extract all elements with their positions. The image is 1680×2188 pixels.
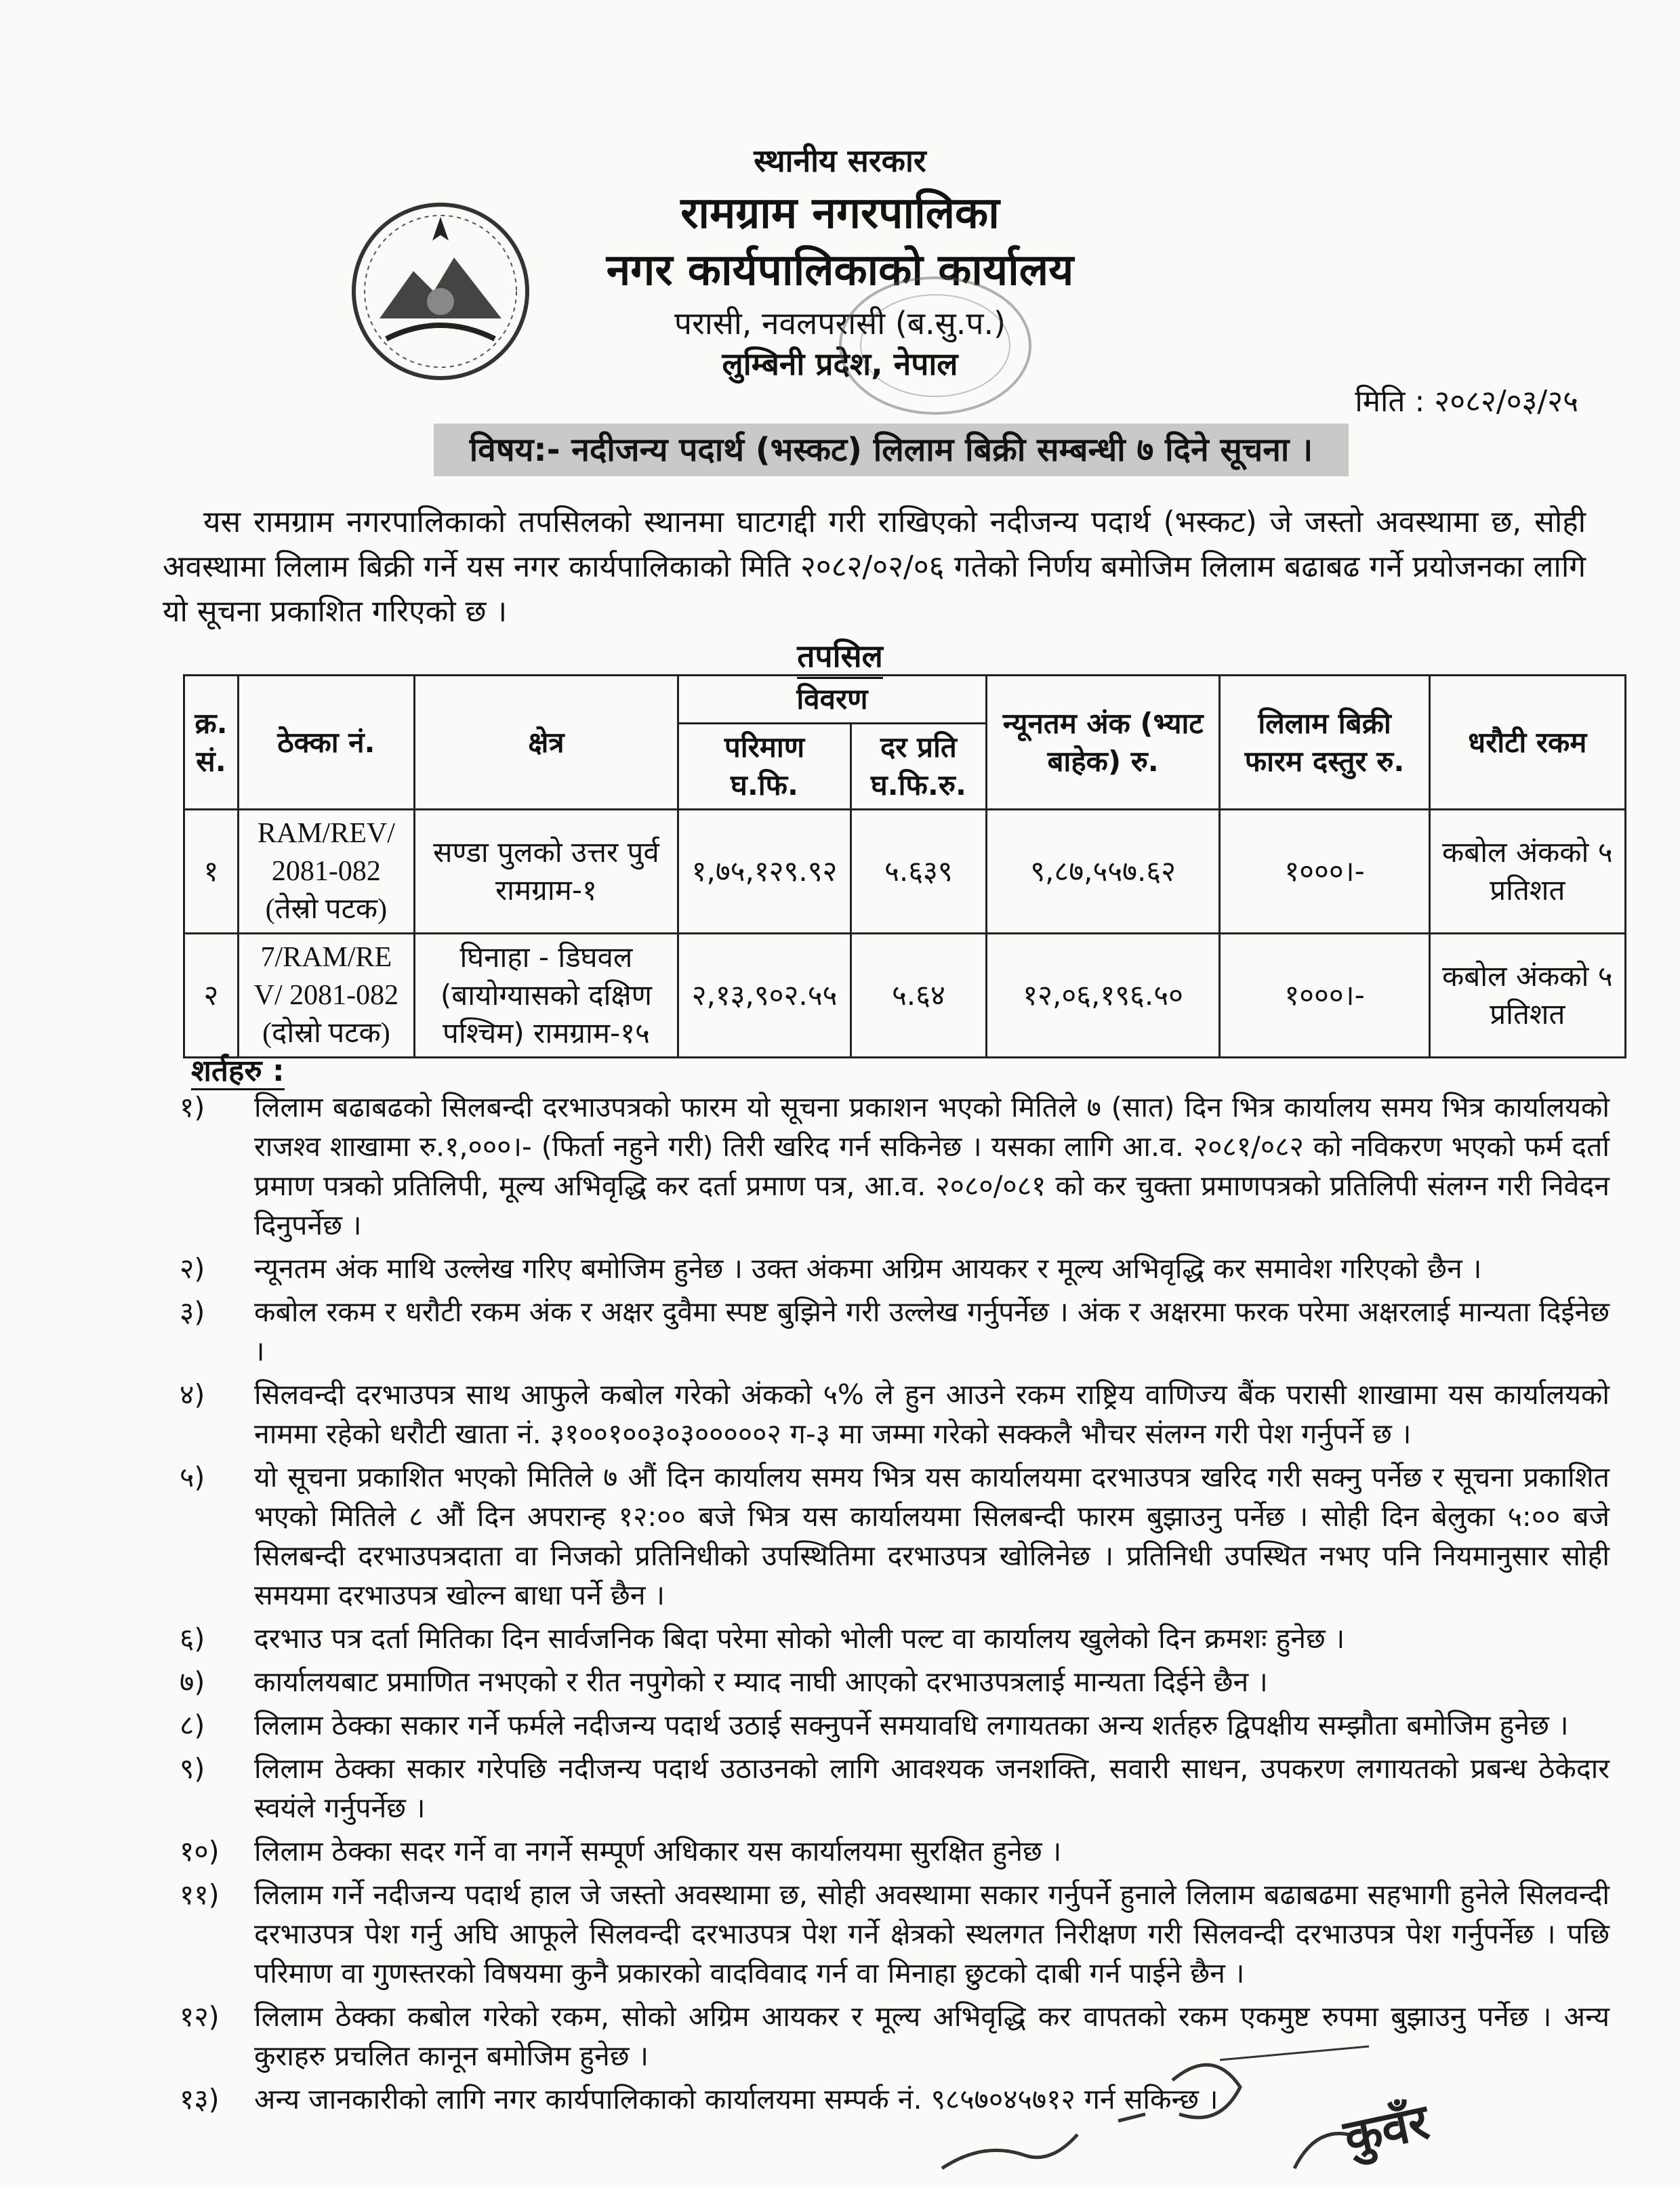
header-rate: दर प्रति घ.फि.रु. bbox=[851, 724, 986, 810]
term-number: ४) bbox=[180, 1378, 205, 1411]
list-item bbox=[180, 1375, 1610, 1453]
list-item bbox=[180, 1662, 1610, 1701]
header-sn: क्र. सं. bbox=[184, 676, 239, 810]
cell-contract-no: RAM/REV/ 2081-082 (तेस्रो पटक) bbox=[238, 810, 414, 934]
term-number: ६) bbox=[180, 1622, 205, 1655]
cell-deposit: कबोल अंकको ५ प्रतिशत bbox=[1429, 934, 1625, 1058]
header-details: विवरण bbox=[678, 676, 987, 724]
schedule-title: तपसिल bbox=[0, 634, 1680, 676]
terms-list bbox=[180, 1088, 1610, 2123]
notice-subject: विषय:- नदीजन्य पदार्थ (भस्कट) लिलाम बिक्री सम्बन्धी ७ दिने सूचना । bbox=[434, 424, 1349, 476]
term-text: दरभाउ पत्र दर्ता मितिका दिन सार्वजनिक बिदा परेमा सोको भोली पल्ट वा कार्यालय खुलेको दिन क्रमशः हुनेछ । bbox=[254, 1622, 1345, 1655]
header-municipality-name: रामग्राम नगरपालिका bbox=[680, 188, 1000, 239]
header-local-government: स्थानीय सरकार bbox=[754, 142, 926, 179]
header-area: क्षेत्र bbox=[414, 676, 678, 810]
term-text: सिलवन्दी दरभाउपत्र साथ आफुले कबोल गरेको अंकको ५% ले हुन आउने रकम राष्ट्रिय वाणिज्य बैंक परासी शाखामा यस कार्यालयको नाममा रहेको धरौटी खाता नं. ३१००१००३०३०००००२ ग-३ मा जम्मा गरेको सक्कलै भौचर संलग्न गरी पेश गर्नुपर्ने छ । bbox=[254, 1378, 1610, 1450]
term-number: १३) bbox=[180, 2083, 220, 2115]
term-number: ५) bbox=[180, 1461, 205, 1493]
term-number: ९) bbox=[180, 1752, 205, 1785]
table-row bbox=[184, 934, 1626, 1058]
term-text: लिलाम गर्ने नदीजन्य पदार्थ हाल जे जस्तो अवस्थामा छ, सोही अवस्थामा सकार गर्नुपर्ने हुनाले लिलाम बढाबढमा सहभागी हुनेले सिलवन्दी दरभाउपत्र पेश गर्नु अघि आफूले सिलवन्दी दरभाउपत्र पेश गर्ने क्षेत्रको स्थलगत निरीक्षण गरी सिलवन्दी दरभाउपत्र पेश गर्नुपर्नेछ । पछि परिमाण वा गुणस्तरको विषयमा कुनै प्रकारको वादविवाद गर्न वा मिनाहा छुटको दाबी गर्न पाईने छैन । bbox=[254, 1878, 1610, 1989]
term-number: १२) bbox=[180, 2000, 220, 2033]
cell-form-fee: १०००।- bbox=[1220, 810, 1429, 934]
cell-sn: २ bbox=[184, 934, 239, 1058]
cell-contract-no: 7/RAM/RE V/ 2081-082 (दोस्रो पटक) bbox=[238, 934, 414, 1058]
header-contract-no: ठेक्का नं. bbox=[238, 676, 414, 810]
cell-rate: ५.६३९ bbox=[851, 810, 986, 934]
cell-area: घिनाहा - डिघवल (बायोग्यासको दक्षिण पश्चिम) रामग्राम-१५ bbox=[414, 934, 678, 1058]
auction-table bbox=[183, 674, 1626, 1058]
intro-paragraph: यस रामग्राम नगरपालिकाको तपसिलको स्थानमा घाटगद्दी गरी राखिएको नदीजन्य पदार्थ (भस्कट) जे जस्तो अवस्थामा छ, सोही अवस्थामा लिलाम बिक्री गर्ने यस नगर कार्यपालिकाको मिति २०८२/०२/०६ गतेको निर्णय बमोजिम लिलाम बढाबढ गर्ने प्रयोजनका लागि यो सूचना प्रकाशित गरिएको छ । bbox=[163, 505, 1586, 629]
list-item bbox=[180, 1088, 1610, 1245]
cell-rate: ५.६४ bbox=[851, 934, 986, 1058]
term-number: १०) bbox=[180, 1835, 220, 1867]
list-item bbox=[180, 1249, 1610, 1288]
header-office-name: नगर कार्यपालिकाको कार्यालय bbox=[606, 245, 1074, 295]
term-text: लिलाम ठेक्का कबोल गरेको रकम, सोको अग्रिम आयकर र मूल्य अभिवृद्धि कर वापतको रकम एकमुष्ट रुपमा बुझाउनु पर्नेछ । अन्य कुराहरु प्रचलित कानून बमोजिम हुनेछ । bbox=[254, 2000, 1610, 2072]
cell-quantity: १,७५,१२९.९२ bbox=[678, 810, 851, 934]
header-province: लुम्बिनी प्रदेश, नेपाल bbox=[722, 346, 958, 382]
term-number: ८) bbox=[180, 1709, 205, 1741]
term-number: ७) bbox=[180, 1666, 205, 1698]
list-item bbox=[180, 1706, 1610, 1745]
cell-deposit: कबोल अंकको ५ प्रतिशत bbox=[1429, 810, 1625, 934]
svg-text:कुवँर: कुवँर bbox=[1339, 2092, 1434, 2166]
term-number: २) bbox=[180, 1252, 205, 1285]
list-item bbox=[180, 1292, 1610, 1371]
term-text: कार्यालयबाट प्रमाणित नभएको र रीत नपुगेको र म्याद नाघी आएको दरभाउपत्रलाई मान्यता दिईने छैन । bbox=[254, 1666, 1268, 1698]
list-item bbox=[180, 1458, 1610, 1615]
list-item bbox=[180, 1832, 1610, 1871]
term-number: ११) bbox=[180, 1878, 220, 1911]
list-item bbox=[180, 1619, 1610, 1658]
header-address: परासी, नवलपरासी (ब.सु.प.) bbox=[674, 305, 1006, 342]
header-quantity: परिमाण घ.फि. bbox=[678, 724, 851, 810]
cell-form-fee: १०००।- bbox=[1220, 934, 1429, 1058]
cell-min-amount: १२,०६,१९६.५० bbox=[986, 934, 1220, 1058]
header-form-fee: लिलाम बिक्री फारम दस्तुर रु. bbox=[1220, 676, 1429, 810]
term-text: लिलाम ठेक्का सकार गर्ने फर्मले नदीजन्य पदार्थ उठाई सक्नुपर्ने समयावधि लगायतका अन्य शर्तहरु द्विपक्षीय सम्झौता बमोजिम हुनेछ । bbox=[254, 1709, 1569, 1741]
term-number: १) bbox=[180, 1091, 205, 1123]
header-min-amount: न्यूनतम अंक (भ्याट बाहेक) रु. bbox=[986, 676, 1220, 810]
signature-icon bbox=[915, 2040, 1525, 2188]
term-text: न्यूनतम अंक माथि उल्लेख गरिए बमोजिम हुनेछ । उक्त अंकमा अग्रिम आयकर र मूल्य अभिवृद्धि कर समावेश गरिएको छैन । bbox=[254, 1252, 1482, 1285]
term-text: लिलाम ठेक्का सकार गरेपछि नदीजन्य पदार्थ उठाउनको लागि आवश्यक जनशक्ति, सवारी साधन, उपकरण लगायतको प्रबन्ध ठेकेदार स्वयंले गर्नुपर्नेछ । bbox=[254, 1752, 1610, 1824]
term-text: कबोल रकम र धरौटी रकम अंक र अक्षर दुवैमा स्पष्ट बुझिने गरी उल्लेख गर्नुपर्नेछ । अंक र अक्षरमा फरक परेमा अक्षरलाई मान्यता दिईनेछ । bbox=[254, 1296, 1610, 1367]
list-item bbox=[180, 1749, 1610, 1828]
term-text: लिलाम ठेक्का सदर गर्ने वा नगर्ने सम्पूर्ण अधिकार यस कार्यालयमा सुरक्षित हुनेछ । bbox=[254, 1835, 1062, 1867]
notice-date: मिति : २०८२/०३/२५ bbox=[1355, 384, 1578, 419]
terms-title: शर्तहरु : bbox=[191, 1049, 285, 1090]
term-text: अन्य जानकारीको लागि नगर कार्यपालिकाको कार्यालयमा सम्पर्क नं. ९८५७०४५७१२ गर्न सकिन्छ । bbox=[254, 2083, 1218, 2115]
cell-sn: १ bbox=[184, 810, 239, 934]
office-stamp-icon bbox=[834, 271, 1037, 420]
table-row bbox=[184, 810, 1626, 934]
cell-quantity: २,१३,९०२.५५ bbox=[678, 934, 851, 1058]
term-text: यो सूचना प्रकाशित भएको मितिले ७ औं दिन कार्यालय समय भित्र यस कार्यालयमा दरभाउपत्र खरिद गरी सक्नु पर्नेछ र सूचना प्रकाशित भएको मितिले ८ औं दिन अपरान्ह १२:०० बजे भित्र यस कार्यालयमा सिलबन्दी फारम बुझाउनु पर्नेछ । सोही दिन बेलुका ५:०० बजे सिलबन्दी दरभाउपत्रदाता वा निजको प्रतिनिधीको उपस्थितिमा दरभाउपत्र खोलिनेछ । प्रतिनिधी उपस्थित नभए पनि नियमानुसार सोही समयमा दरभाउपत्र खोल्न बाधा पर्ने छैन । bbox=[254, 1461, 1610, 1611]
term-number: ३) bbox=[180, 1296, 205, 1328]
cell-area: सण्डा पुलको उत्तर पुर्व रामग्राम-१ bbox=[414, 810, 678, 934]
cell-min-amount: ९,८७,५५७.६२ bbox=[986, 810, 1220, 934]
header-deposit: धरौटी रकम bbox=[1429, 676, 1625, 810]
term-text: लिलाम बढाबढको सिलबन्दी दरभाउपत्रको फारम यो सूचना प्रकाशन भएको मितिले ७ (सात) दिन भित्र कार्यालय समय भित्र कार्यालयको राजश्व शाखामा रु.१,०००।- (फिर्ता नहुने गरी) तिरी खरिद गर्न सकिनेछ । यसका लागि आ.व. २०८१/०८२ को नविकरण भएको फर्म दर्ता प्रमाण पत्रको प्रतिलिपी, मूल्य अभिवृद्धि कर दर्ता प्रमाण पत्र, आ.व. २०८०/०८१ को कर चुक्ता प्रमाणपत्रको प्रतिलिपी संलग्न गरी निवेदन दिनुपर्नेछ । bbox=[254, 1091, 1610, 1241]
list-item bbox=[180, 1875, 1610, 1993]
